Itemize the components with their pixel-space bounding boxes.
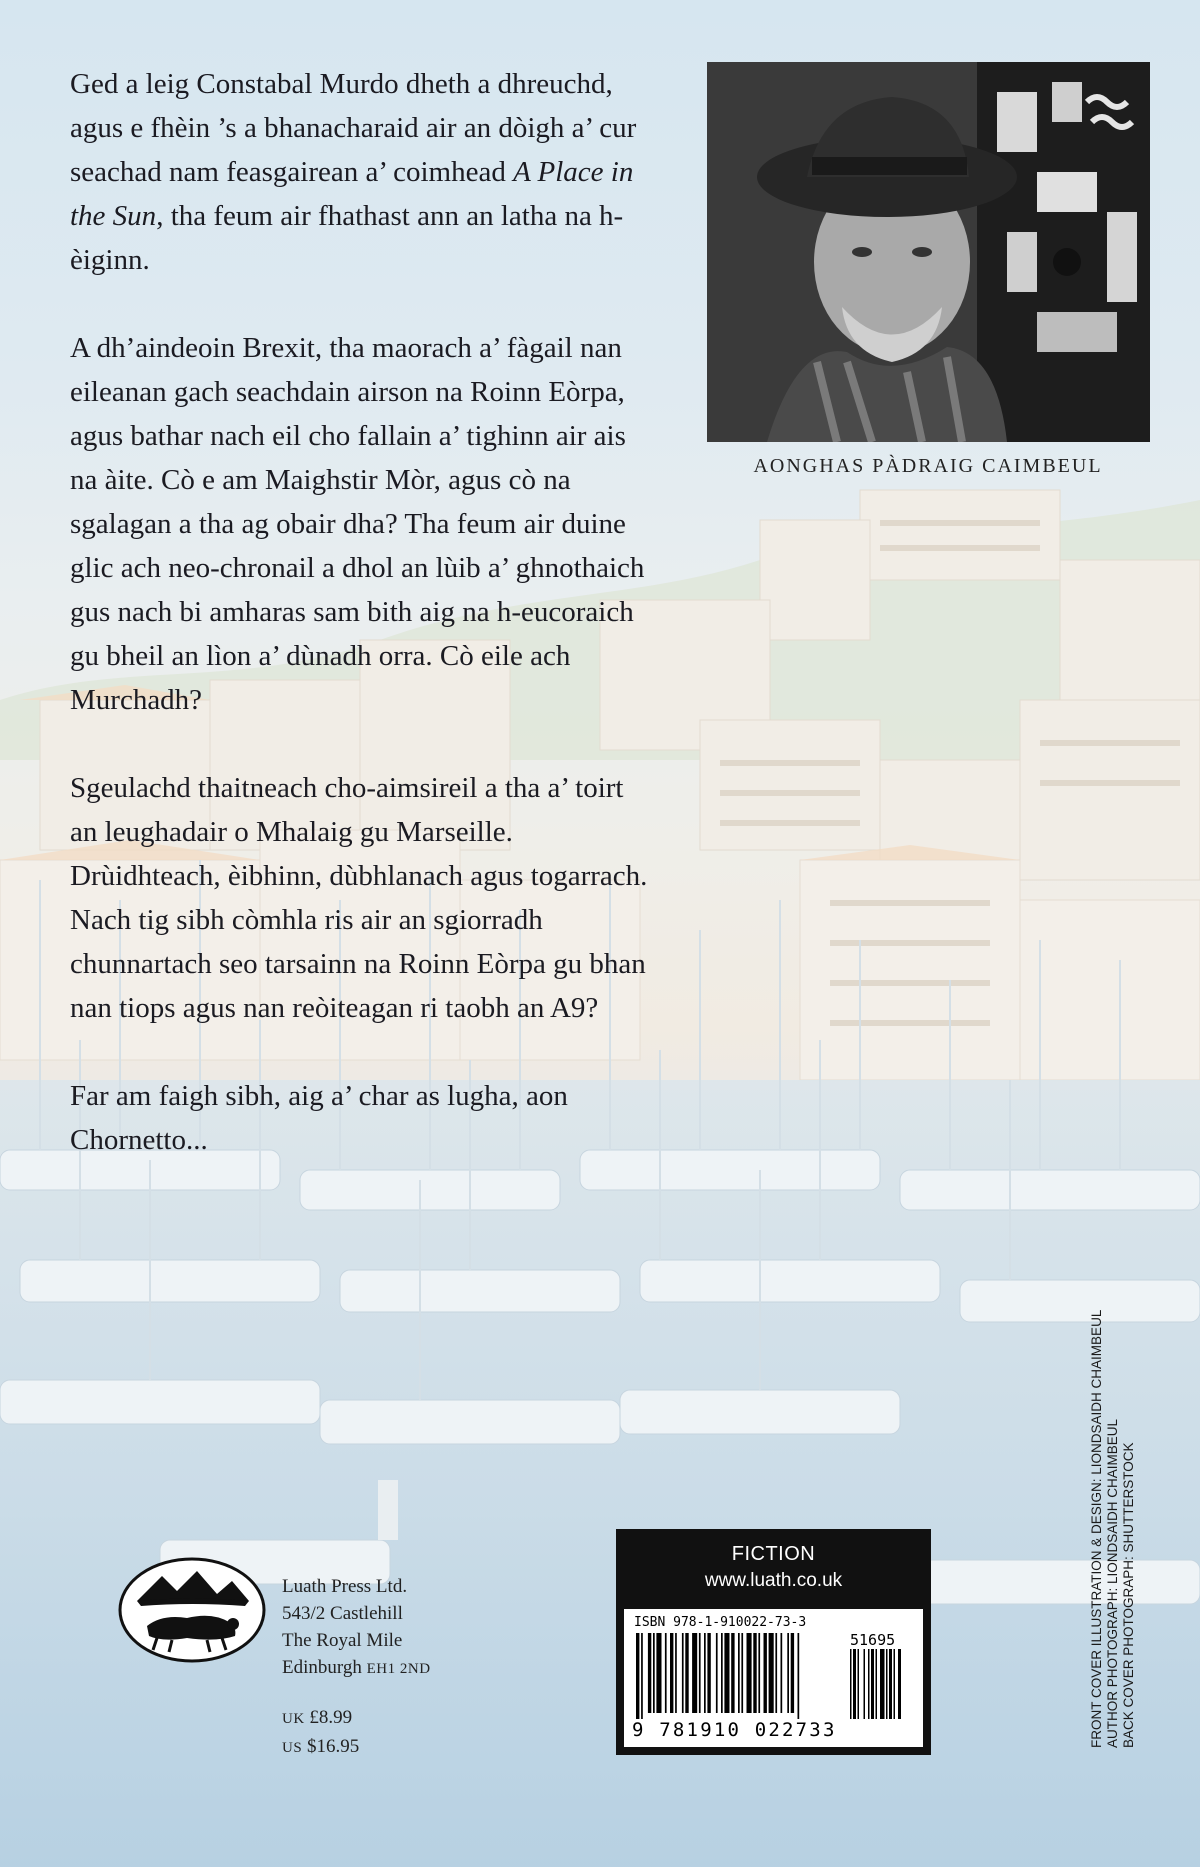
- publisher-address: [282, 1573, 431, 1683]
- author-portrait-image: [707, 62, 1150, 442]
- barcode-panel: [624, 1609, 923, 1747]
- blurb-paragraph-2: A dh’aindeoin Brexit, tha maorach a’ fàgail nan eileanan gach seachdain airson na Roinn Eòrpa, agus bathar nach eil cho fallain a’ tighinn air ais na àite. Cò e am Maighstir Mòr, agus cò na sgalagan a tha ag obair dha? Tha feum air duine glic ach neo-chronail a dhol an lùib a’ ghnothaich gus nach bi amharas sam bith aig na h-eucoraich gu bheil an lìon a’ dùnadh orra. Cò eile ach Murchadh?: [70, 332, 645, 716]
- ean-digits: 9 781910 022733: [632, 1719, 837, 1741]
- author-caption: AONGHAS PÀDRAIG CAIMBEUL: [753, 455, 1103, 477]
- barcode-addon-code: 51695: [850, 1631, 896, 1649]
- photo-credits: [1089, 1248, 1137, 1748]
- blurb-paragraph-1: Ged a leig Constabal Murdo dheth a dhreuchd, agus e fhèin ’s a bhanacharaid air an dòigh a’ cur seachad nam feasgairean a’ coimhead A Place in the Sun, tha feum air fhathast ann an latha na h-èiginn.: [70, 68, 637, 276]
- barcode-bars: [632, 1633, 922, 1719]
- publisher-city-line: [282, 1654, 431, 1683]
- publisher-address-line2: The Royal Mile: [282, 1630, 403, 1651]
- isbn-number: ISBN 978-1-910022-73-3: [634, 1615, 807, 1630]
- blurb-title-reference: A Place in the Sun: [70, 156, 634, 232]
- publisher-postcode: EH1 2ND: [366, 1661, 431, 1677]
- publisher-url: www.luath.co.uk: [704, 1570, 843, 1591]
- luath-press-logo: [117, 1556, 267, 1664]
- blurb-paragraph-4: Far am faigh sibh, aig a’ char as lugha, aon Chornetto...: [70, 1080, 568, 1156]
- publisher-city: Edinburgh: [282, 1657, 362, 1678]
- publisher-address-line1: 543/2 Castlehill: [282, 1603, 403, 1624]
- genre-label: FICTION: [731, 1543, 816, 1565]
- prices: [282, 1704, 359, 1762]
- publisher-name: Luath Press Ltd.: [282, 1576, 408, 1597]
- credit-line-cover: FRONT COVER ILLUSTRATION & DESIGN: LIONDSAIDH CHAIMBEUL: [1089, 1309, 1104, 1748]
- credit-line-author-photo: AUTHOR PHOTOGRAPH: LIONDSAIDH CHAIMBEUL: [1105, 1418, 1120, 1748]
- blurb-text: [70, 62, 650, 1206]
- barcode-block: [616, 1529, 931, 1755]
- price-us: US $16.95: [282, 1736, 360, 1757]
- credit-line-back-photo: BACK COVER PHOTOGRAPH: SHUTTERSTOCK: [1121, 1442, 1136, 1748]
- blurb-paragraph-3: Sgeulachd thaitneach cho-aimsireil a tha a’ toirt an leughadair o Mhalaig gu Marseille. Drùidhteach, èibhinn, dùbhlanach agus togarrach. Nach tig sibh còmhla ris air an sgiorradh chunnartach seo tarsainn na Roinn Eòrpa gu bhan nan tiops agus nan reòiteagan ri taobh an A9?: [70, 772, 648, 1024]
- price-uk: UK £8.99: [282, 1707, 353, 1728]
- author-photo: [707, 62, 1150, 442]
